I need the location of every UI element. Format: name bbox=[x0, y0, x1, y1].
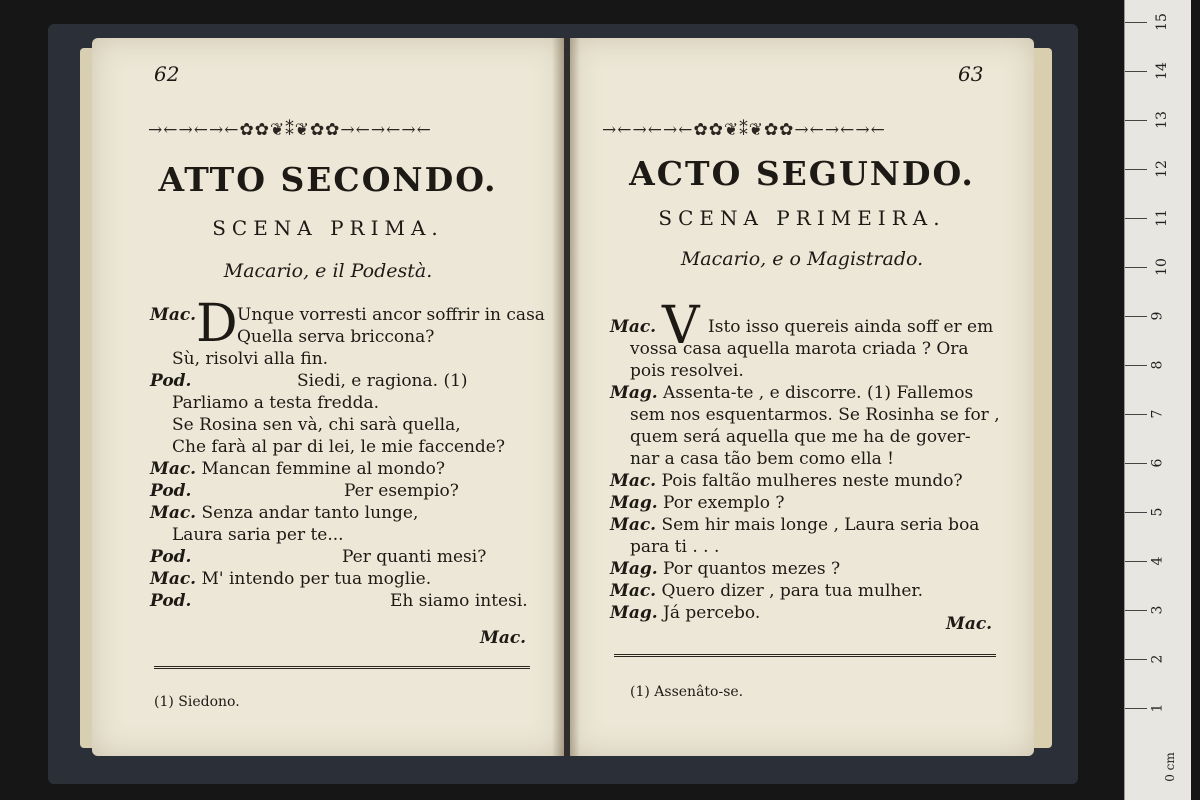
speaker-label: Pod. bbox=[150, 547, 192, 567]
speaker-label: Mag. bbox=[610, 383, 658, 403]
left-line-4 bbox=[150, 370, 191, 392]
ruler-number: 9 bbox=[1149, 311, 1166, 321]
left-catchword: Mac. bbox=[480, 628, 527, 648]
right-footnote: (1) Assenâto-se. bbox=[630, 684, 744, 700]
ruler-tick bbox=[1125, 512, 1147, 513]
left-act-title: ATTO SECONDO. bbox=[158, 160, 498, 199]
right-line-7: nar a casa tão bem como ella ! bbox=[630, 449, 894, 469]
ruler-number: 12 bbox=[1153, 160, 1170, 178]
left-line-11: Laura saria per te... bbox=[172, 525, 344, 545]
right-catchword: Mac. bbox=[946, 614, 993, 634]
speaker-label: Mag. bbox=[610, 559, 658, 579]
speaker-label: Mac. bbox=[150, 569, 197, 589]
left-line-13: Mac. M' intendo per tua moglie. bbox=[150, 569, 432, 589]
ruler-tick bbox=[1125, 120, 1147, 121]
speaker-label: Mac. bbox=[150, 305, 197, 325]
speaker-label: Mag. bbox=[610, 603, 658, 623]
left-page bbox=[92, 38, 564, 756]
right-line-9: Mag. Por exemplo ? bbox=[610, 493, 785, 513]
right-line-12: Mag. Por quantos mezes ? bbox=[610, 559, 841, 579]
left-line-5: Parliamo a testa fredda. bbox=[172, 393, 380, 413]
ruler-number: 3 bbox=[1149, 605, 1166, 615]
ruler-number: 5 bbox=[1149, 507, 1166, 517]
ruler-tick bbox=[1125, 463, 1147, 464]
right-line-6: quem será aquella que me ha de gover- bbox=[630, 427, 971, 447]
right-line-2: vossa casa aquella marota criada ? Ora bbox=[630, 339, 969, 359]
ruler-tick bbox=[1125, 22, 1147, 23]
left-line-2: Quella serva briccona? bbox=[237, 327, 435, 347]
right-line-3: pois resolvei. bbox=[630, 361, 744, 381]
left-line-4-text: Siedi, e ragiona. (1) bbox=[297, 371, 468, 391]
right-line-1-text: Isto isso quereis ainda soff er em bbox=[708, 317, 994, 337]
measuring-ruler bbox=[1124, 0, 1191, 800]
right-page-number: 63 bbox=[958, 62, 984, 86]
right-drop-cap: V bbox=[662, 296, 700, 356]
right-ornament-band: →←→←→←✿✿❦⁑❦✿✿→←→←→← bbox=[602, 120, 886, 140]
speaker-label: Mac. bbox=[610, 471, 657, 491]
speaker-label: Mac. bbox=[150, 503, 197, 523]
left-line-7: Che farà al par di lei, le mie faccende? bbox=[172, 437, 505, 457]
ruler-tick bbox=[1125, 414, 1147, 415]
right-line-1 bbox=[610, 316, 656, 338]
ruler-number: 15 bbox=[1153, 13, 1170, 31]
speaker-label: Mac. bbox=[610, 317, 657, 337]
left-line-14-text: Eh siamo intesi. bbox=[390, 591, 528, 611]
right-line-14: Mag. Já percebo. bbox=[610, 603, 761, 623]
ruler-number: 2 bbox=[1149, 654, 1166, 664]
right-scene-title: SCENA PRIMEIRA. bbox=[658, 206, 946, 230]
left-page-number: 62 bbox=[154, 62, 180, 86]
right-footnote-rule bbox=[614, 654, 996, 657]
ruler-tick bbox=[1125, 659, 1147, 660]
speaker-label: Mac. bbox=[150, 459, 197, 479]
right-line-5: sem nos esquentarmos. Se Rosinha se for , bbox=[630, 405, 1000, 425]
ruler-tick bbox=[1125, 218, 1147, 219]
speaker-label: Pod. bbox=[150, 481, 192, 501]
ruler-number: 10 bbox=[1153, 258, 1170, 276]
left-line-9-text: Per esempio? bbox=[344, 481, 459, 501]
right-line-11: para ti . . . bbox=[630, 537, 720, 557]
right-line-4: Mag. Assenta-te , e discorre. (1) Fallemos bbox=[610, 383, 974, 403]
left-line-9 bbox=[150, 480, 191, 502]
speaker-label: Pod. bbox=[150, 371, 192, 391]
left-line-1-text: Unque vorresti ancor soffrir in casa bbox=[237, 305, 545, 325]
left-line-12 bbox=[150, 546, 191, 568]
left-line-14 bbox=[150, 590, 191, 612]
left-footnote: (1) Siedono. bbox=[154, 694, 240, 710]
ruler-tick bbox=[1125, 610, 1147, 611]
right-line-10: Mac. Sem hir mais longe , Laura seria boa bbox=[610, 515, 980, 535]
ruler-number: 8 bbox=[1149, 360, 1166, 370]
left-line-6: Se Rosina sen và, chi sarà quella, bbox=[172, 415, 461, 435]
speaker-label: Pod. bbox=[150, 591, 192, 611]
right-act-title: ACTO SEGUNDO. bbox=[629, 154, 975, 193]
left-line-12-text: Per quanti mesi? bbox=[342, 547, 487, 567]
left-ornament-band: →←→←→←✿✿❦⁑❦✿✿→←→←→← bbox=[148, 120, 432, 140]
left-footnote-rule bbox=[154, 666, 530, 669]
ruler-number: 6 bbox=[1149, 458, 1166, 468]
left-line-1 bbox=[150, 304, 196, 326]
left-characters: Macario, e il Podestà. bbox=[223, 260, 433, 282]
ruler-number: 14 bbox=[1153, 62, 1170, 80]
left-line-3: Sù, risolvi alla fin. bbox=[172, 349, 329, 369]
right-line-13: Mac. Quero dizer , para tua mulher. bbox=[610, 581, 924, 601]
right-page bbox=[570, 38, 1034, 756]
speaker-label: Mac. bbox=[610, 581, 657, 601]
speaker-label: Mac. bbox=[610, 515, 657, 535]
ruler-tick bbox=[1125, 708, 1147, 709]
ruler-tick bbox=[1125, 267, 1147, 268]
left-line-10: Mac. Senza andar tanto lunge, bbox=[150, 503, 419, 523]
ruler-unit-label: 0 cm bbox=[1162, 752, 1177, 782]
ruler-number: 1 bbox=[1149, 703, 1166, 713]
ruler-tick bbox=[1125, 316, 1147, 317]
left-line-8: Mac. Mancan femmine al mondo? bbox=[150, 459, 445, 479]
right-characters: Macario, e o Magistrado. bbox=[680, 248, 924, 270]
speaker-label: Mag. bbox=[610, 493, 658, 513]
left-drop-cap: D bbox=[196, 294, 238, 354]
book-gutter bbox=[552, 38, 580, 756]
left-scene-title: SCENA PRIMA. bbox=[212, 216, 444, 240]
ruler-number: 4 bbox=[1149, 556, 1166, 566]
ruler-number: 13 bbox=[1153, 111, 1170, 129]
ruler-tick bbox=[1125, 71, 1147, 72]
ruler-number: 11 bbox=[1153, 209, 1170, 227]
right-line-8: Mac. Pois faltão mulheres neste mundo? bbox=[610, 471, 963, 491]
ruler-tick bbox=[1125, 365, 1147, 366]
ruler-tick bbox=[1125, 561, 1147, 562]
ruler-tick bbox=[1125, 169, 1147, 170]
ruler-number: 7 bbox=[1149, 409, 1166, 419]
